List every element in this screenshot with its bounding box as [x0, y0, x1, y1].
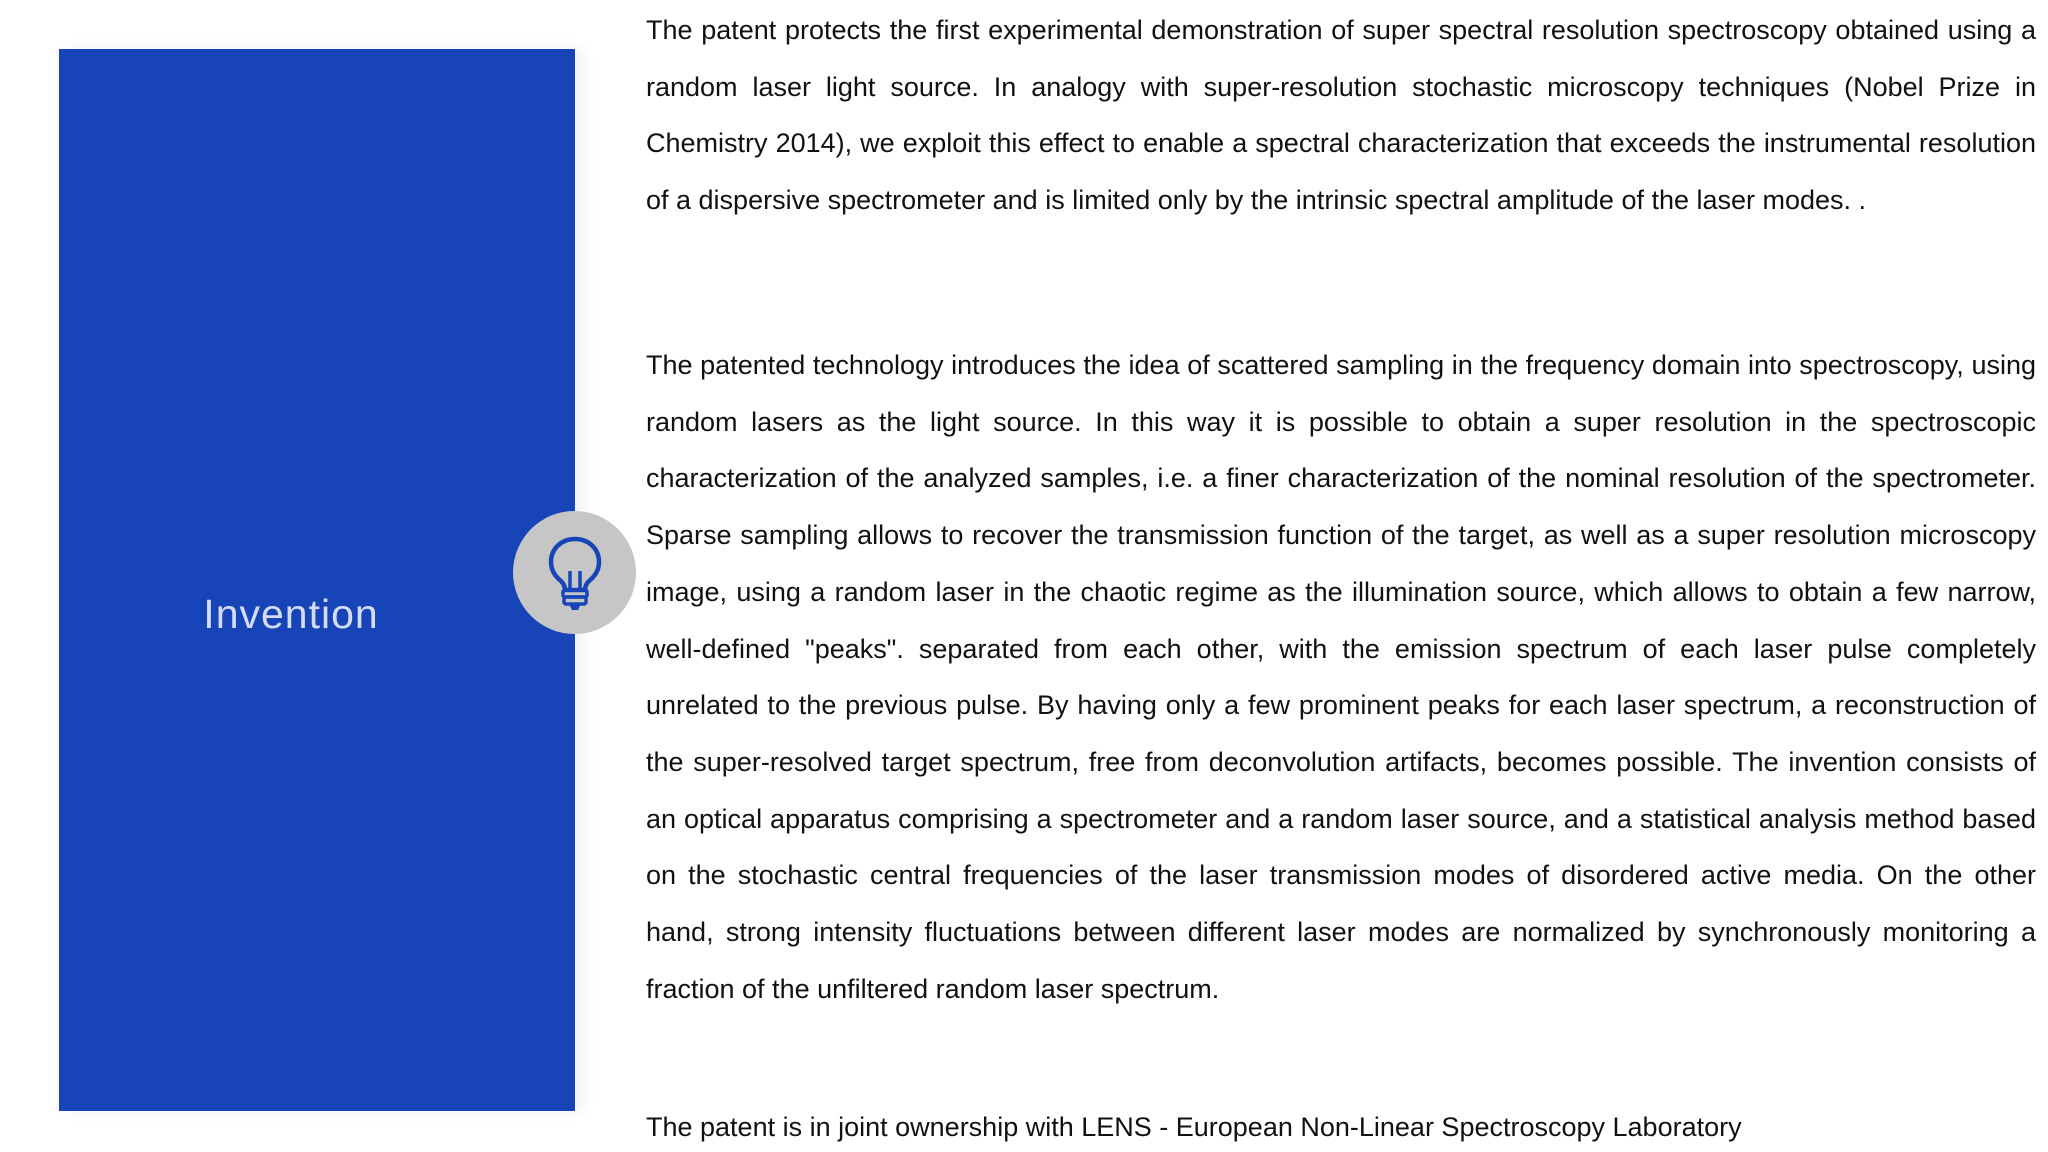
section-title: Invention — [203, 591, 379, 637]
lightbulb-icon — [545, 533, 605, 613]
paragraph-ownership: The patent is in joint ownership with LENS - European Non-Linear Spectroscopy Laboratory — [646, 1112, 1742, 1142]
lightbulb-badge — [513, 511, 636, 634]
paragraph-technology: The patented technology introduces the idea of scattered sampling in the frequency domain into spectroscopy, using random lasers as the light source. In this way it is possible to obtain a super resolution in the spectroscopic characterization of the analyzed samples, i.e. a finer characterization of the nominal resolution of the spectrometer. Sparse sampling allows to recover the transmission function of the target, as well as a super resolution microscopy image, using a random laser in the chaotic regime as the illumination source, which allows to obtain a few narrow, well-defined "peaks". separated from each other, with the emission spectrum of each laser pulse completely unrelated to the previous pulse. By having only a few prominent peaks for each laser spectrum, a reconstruction of the super-resolved target spectrum, free from deconvolution artifacts, becomes possible. The invention consists of an optical apparatus comprising a spectrometer and a random laser source, and a statistical analysis method based on the stochastic central frequencies of the laser transmission modes of disordered active media. On the other hand, strong intensity fluctuations between different laser modes are normalized by synchronously monitoring a fraction of the unfiltered random laser spectrum. — [646, 350, 2036, 1004]
paragraph-intro: The patent protects the first experimental demonstration of super spectral resolution spectroscopy obtained using a random laser light source. In analogy with super-resolution stochastic microscopy techniques (Nobel Prize in Chemistry 2014), we exploit this effect to enable a spectral characterization that exceeds the instrumental resolution of a dispersive spectrometer and is limited only by the intrinsic spectral amplitude of the laser modes. . — [646, 15, 2036, 216]
invention-side-panel — [59, 49, 575, 1111]
